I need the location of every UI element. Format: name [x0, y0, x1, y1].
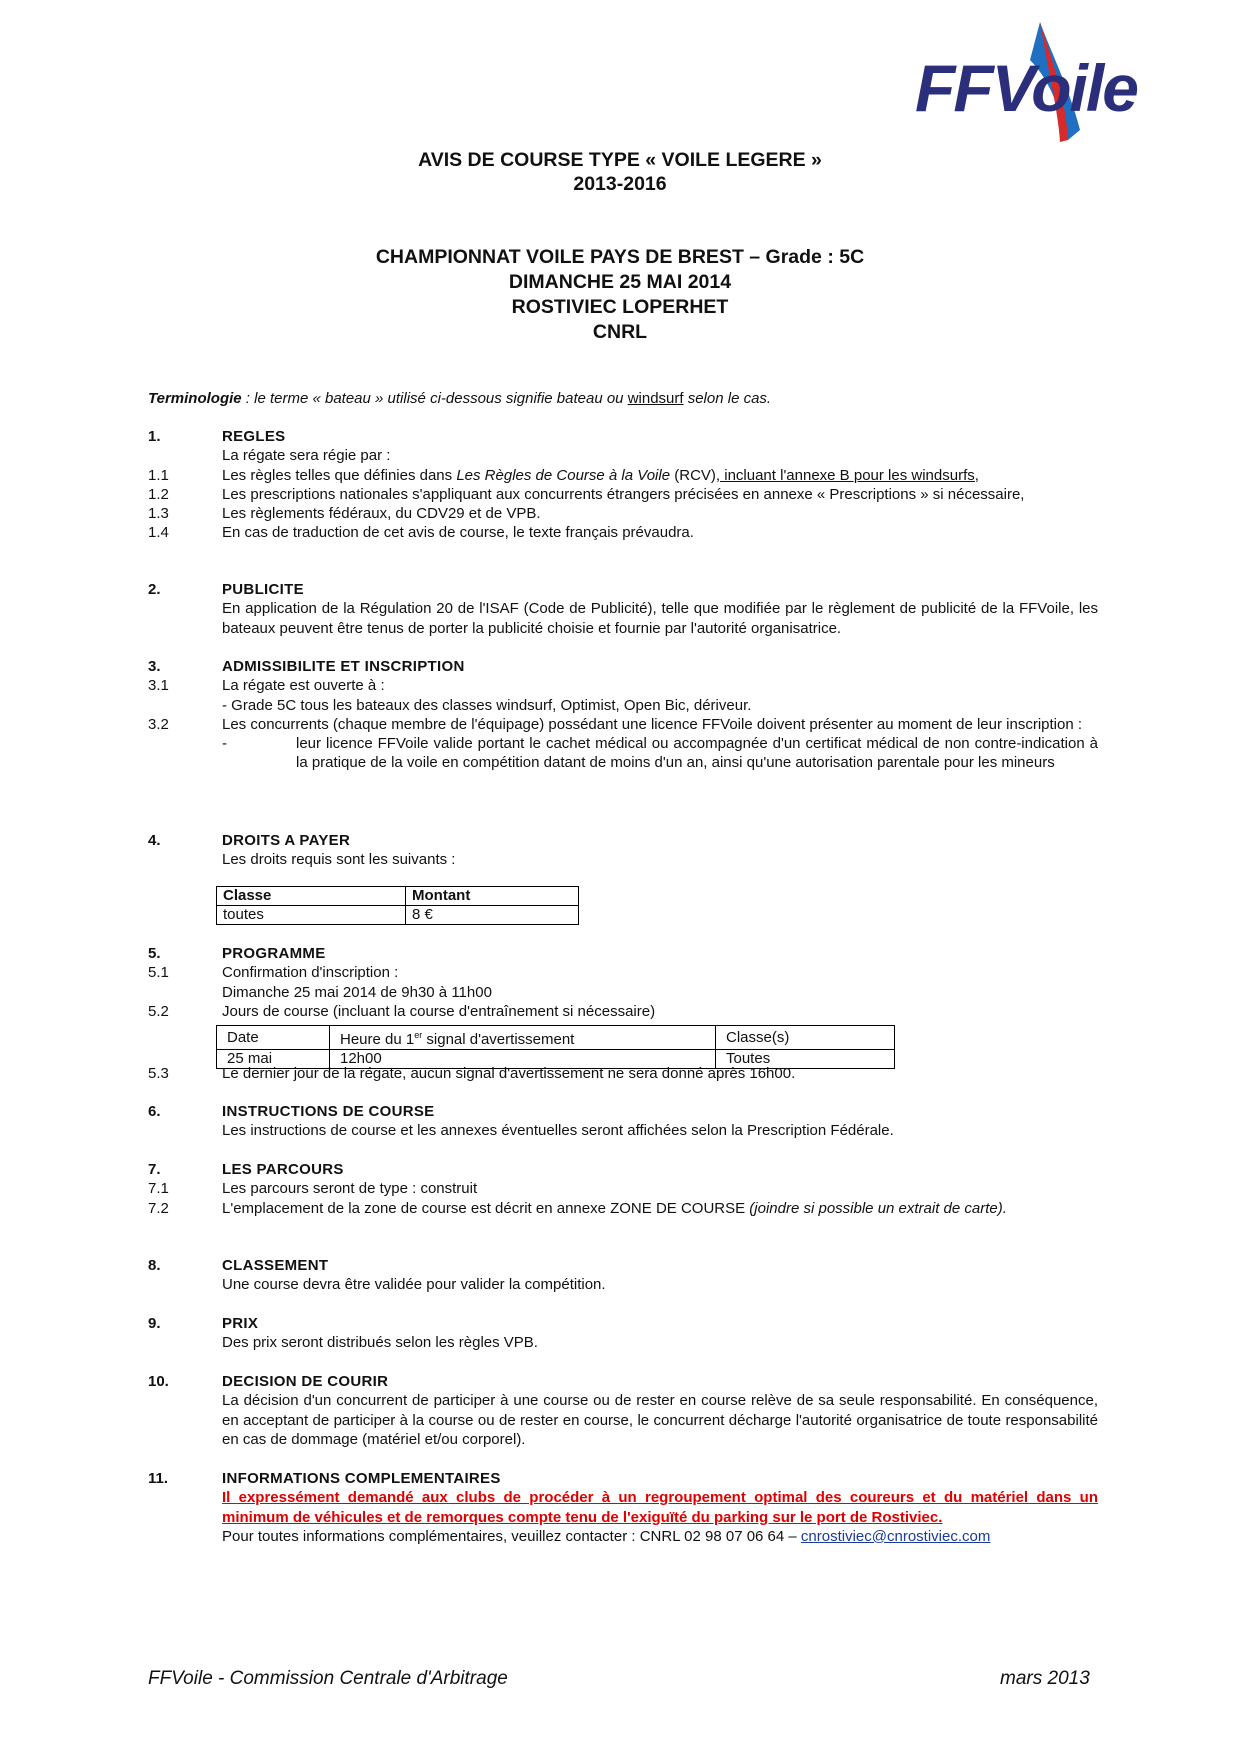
- event-location: ROSTIVIEC LOPERHET: [511, 296, 729, 318]
- section-title: DECISION DE COURIR: [222, 1373, 389, 1390]
- logo-text: FFVoile: [915, 51, 1137, 125]
- document-title: AVIS DE COURSE TYPE « VOILE LEGERE »: [418, 149, 822, 171]
- section-prix: 9. PRIX Des prix seront distribués selon les règles VPB.: [148, 1314, 1098, 1353]
- table-row: toutes 8 €: [217, 906, 579, 925]
- section-programme-end: 5.3 Le dernier jour de la régate, aucun signal d'avertissement ne sera donné après 16h00.: [148, 1065, 796, 1082]
- ffvoile-logo: [915, 20, 1215, 145]
- section-title: REGLES: [222, 428, 286, 445]
- section-parcours: 7. LES PARCOURS 7.1 Les parcours seront de type : construit 7.2 L'emplacement de la zone de course est décrit en annexe ZONE DE COURSE (joindre si possible un extrait de carte).: [148, 1160, 1098, 1218]
- event-title: CHAMPIONNAT VOILE PAYS DE BREST – Grade : 5C: [375, 246, 865, 268]
- section-title: PROGRAMME: [222, 945, 326, 962]
- section-instructions: 6. INSTRUCTIONS DE COURSE Les instructions de course et les annexes éventuelles seront affichées selon la Prescription Fédérale.: [148, 1102, 1098, 1141]
- section-publicite: 2. PUBLICITE En application de la Régulation 20 de l'ISAF (Code de Publicité), telle que modifiée par le règlement de publicité de la FFVoile, les bateaux peuvent être tenus de porter la publicité choisie et fournie par l'autorité organisatrice.: [148, 581, 1098, 637]
- section-title: PUBLICITE: [222, 581, 304, 598]
- section-droits: 4. DROITS A PAYER Les droits requis sont les suivants :: [148, 831, 1098, 870]
- section-programme: 5. PROGRAMME 5.1 Confirmation d'inscription : Dimanche 25 mai 2014 de 9h30 à 11h00 5.2 Jours de course (incluant la course d'entraînement si nécessaire): [148, 944, 1098, 1021]
- contact-email-link[interactable]: cnrostiviec@cnrostiviec.com: [800, 1527, 991, 1545]
- fees-table: [216, 886, 579, 925]
- section-decision: 10. DECISION DE COURIR La décision d'un concurrent de participer à une course ou de rester en course relève de sa seule responsabilité. En conséquence, en acceptant de participer à la course ou de rester en course, le concurrent décharge l'autorité organisatrice de toute responsabilité en cas de dommage (matériel et/ou corporel).: [148, 1373, 1098, 1448]
- section-title: INSTRUCTIONS DE COURSE: [222, 1103, 435, 1120]
- section-title: CLASSEMENT: [222, 1257, 329, 1274]
- section-title: INFORMATIONS COMPLEMENTAIRES: [222, 1470, 501, 1487]
- section-title: DROITS A PAYER: [222, 832, 351, 849]
- section-title: LES PARCOURS: [222, 1161, 344, 1178]
- table-row: Classe Montant: [217, 887, 579, 906]
- footer-organization: FFVoile - Commission Centrale d'Arbitrage: [148, 1668, 508, 1689]
- event-club: CNRL: [592, 321, 648, 343]
- section-title: ADMISSIBILITE ET INSCRIPTION: [222, 658, 465, 675]
- section-title: PRIX: [222, 1315, 259, 1332]
- footer-date: mars 2013: [1000, 1668, 1090, 1689]
- document-period: 2013-2016: [573, 173, 667, 195]
- section-classement: 8. CLASSEMENT Une course devra être validée pour valider la compétition.: [148, 1256, 1098, 1295]
- section-regles: 1. REGLES La régate sera régie par : 1.1 Les règles telles que définies dans Les Règles de Course à la Voile (RCV), incluant l'annexe B pour les windsurfs, 1.2 Les prescriptions nationales s'appliquant aux concurrents étrangers précisées en annexe « Prescriptions » si nécessaire, 1.3 Les règlements fédéraux, du CDV29 et de VPB. 1.4 En cas de traduction de cet avis de course, le texte français prévaudra.: [148, 427, 1098, 543]
- event-date: DIMANCHE 25 MAI 2014: [508, 271, 732, 293]
- section-informations: 11. INFORMATIONS COMPLEMENTAIRES Il expressément demandé aux clubs de procéder à un regroupement optimal des coureurs et du matériel dans un minimum de véhicules et de remorques compte tenu de l'exiguïté du parking sur le port de Rostiviec. Pour toutes informations complémentaires, veuillez contacter : CNRL 02 98 07 06 64 – cnrostiviec@cnrostiviec.com: [148, 1470, 1098, 1545]
- table-row: 25 mai 12h00 Toutes: [217, 1050, 895, 1069]
- section-admissibilite: 3. ADMISSIBILITE ET INSCRIPTION 3.1 La régate est ouverte à : - Grade 5C tous les bateaux des classes windsurf, Optimist, Open Bic, dériveur. 3.2 Les concurrents (chaque membre de l'équipage) possédant une licence FFVoile doivent présenter au moment de leur inscription : - leur licence FFVoile valide portant le cachet médical ou accompagnée d'un certificat médical de non contre-indication à la pratique de la voile en compétition datant de moins d'un an, ainsi qu'une autorisation parentale pour les mineurs: [148, 658, 1098, 772]
- table-row: Date Heure du 1er signal d'avertissement Classe(s): [217, 1026, 895, 1050]
- parking-notice: Il expressément demandé aux clubs de procéder à un regroupement optimal des coureurs et du matériel dans un minimum de véhicules et de remorques compte tenu de l'exiguïté du parking sur le port de Rostiviec.: [222, 1489, 1098, 1526]
- terminology-label: Terminologie: [148, 390, 242, 407]
- schedule-table: [216, 1025, 895, 1069]
- terminology-line: Terminologie : le terme « bateau » utilisé ci-dessous signifie bateau ou windsurf selon le cas.: [148, 390, 772, 407]
